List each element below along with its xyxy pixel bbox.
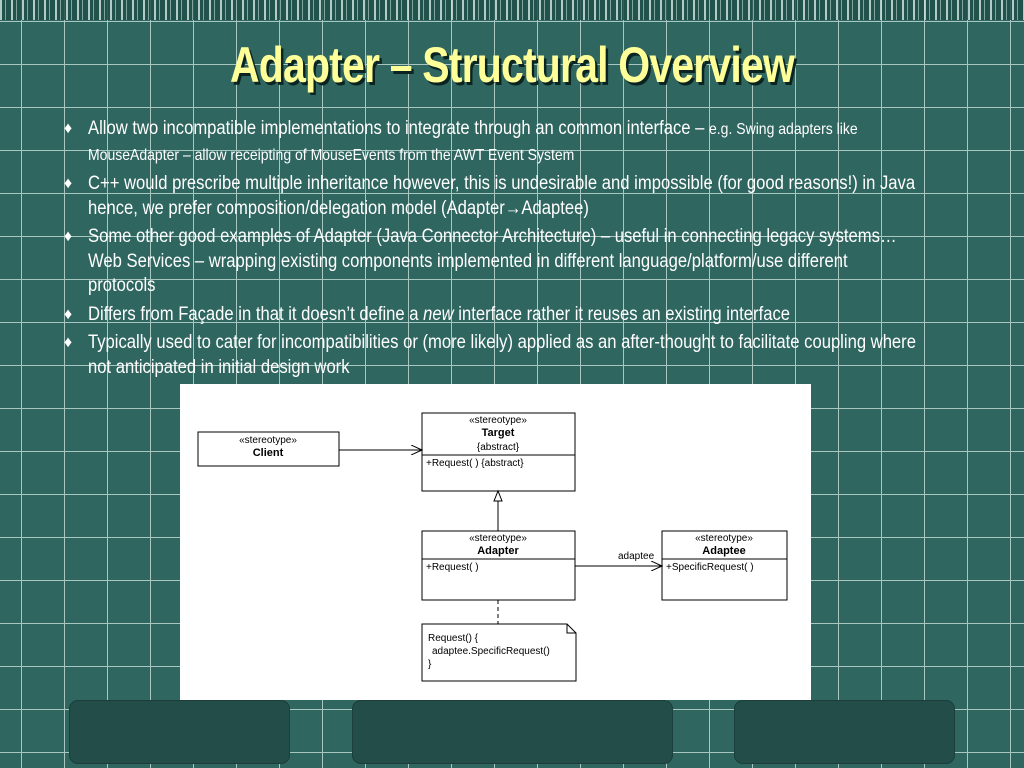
diamond-bullet-icon: ♦ — [64, 175, 73, 192]
footer-panel-right — [734, 700, 955, 764]
bullet-item — [60, 331, 920, 380]
adapter-class-box — [422, 531, 575, 600]
slide-title: Adapter – Structural Overview — [229, 37, 795, 93]
bullet-text: Typically used to cater for incompatibilities or (more likely) applied as an after-thought to facilitate coupling where not anticipated in initial design work — [88, 332, 916, 378]
footer-panel-left — [69, 700, 290, 764]
bullet-emphasis: new — [423, 303, 454, 325]
target-stereotype: «stereotype» — [469, 415, 527, 426]
client-name: Client — [252, 447, 284, 459]
bullet-text: C++ would prescribe multiple inheritance however, this is undesirable and impossible (for good reasons!) in Java hence, we prefer composition/delegation model (Adapter — [88, 173, 916, 219]
uml-class-diagram — [180, 384, 811, 700]
adaptee-class-box — [662, 531, 787, 600]
right-arrow-icon: → — [504, 197, 522, 219]
diamond-bullet-icon: ♦ — [64, 305, 73, 323]
client-stereotype: «stereotype» — [239, 435, 297, 446]
bullet-example-text: e.g. Swing adapters like MouseAdapter – allow receipting of MouseEvents from the AWT Event System — [88, 121, 858, 164]
bullet-text: Some other good examples of Adapter (Java Connector Architecture) – useful in connecting legacy systems… Web Services – wrapping existing components implemented in different language/platform/use different protocols — [88, 226, 897, 296]
adapter-operation: +Request( ) — [426, 562, 479, 573]
diamond-bullet-icon: ♦ — [64, 228, 73, 245]
generalization-triangle-icon — [494, 491, 502, 501]
adaptee-operation: +SpecificRequest( ) — [666, 562, 754, 573]
adapter-name: Adapter — [477, 545, 519, 557]
bullet-item — [60, 303, 920, 328]
note-line: Request() { — [428, 633, 479, 644]
adapter-stereotype: «stereotype» — [469, 533, 527, 544]
bullet-text: Differs from Façade in that it doesn’t define a — [88, 303, 424, 325]
note-line: } — [428, 659, 432, 670]
client-class-box — [198, 432, 339, 466]
adaptee-stereotype: «stereotype» — [695, 533, 753, 544]
footer-panel-center — [352, 700, 673, 764]
adaptee-name: Adaptee — [702, 545, 746, 557]
association-role-label: adaptee — [618, 551, 655, 562]
bullet-item — [60, 172, 920, 221]
target-name: Target — [481, 427, 515, 439]
implementation-note — [422, 624, 576, 681]
bullet-item — [60, 117, 920, 168]
bullet-text: interface rather it reuses an existing interface — [453, 303, 791, 325]
bullet-text: Allow two incompatible implementations to integrate through an common interface – — [88, 118, 710, 139]
note-line: adaptee.SpecificRequest() — [432, 646, 550, 657]
diamond-bullet-icon: ♦ — [64, 120, 73, 137]
decorative-top-strip — [0, 0, 1024, 20]
target-class-box — [422, 413, 575, 491]
target-constraint: {abstract} — [476, 442, 520, 453]
bullet-item — [60, 225, 920, 299]
target-operation: +Request( ) {abstract} — [426, 458, 524, 469]
bullet-list — [60, 117, 920, 384]
bullet-text: Adaptee) — [521, 197, 589, 219]
diamond-bullet-icon: ♦ — [64, 334, 73, 351]
uml-diagram-panel — [180, 384, 811, 700]
